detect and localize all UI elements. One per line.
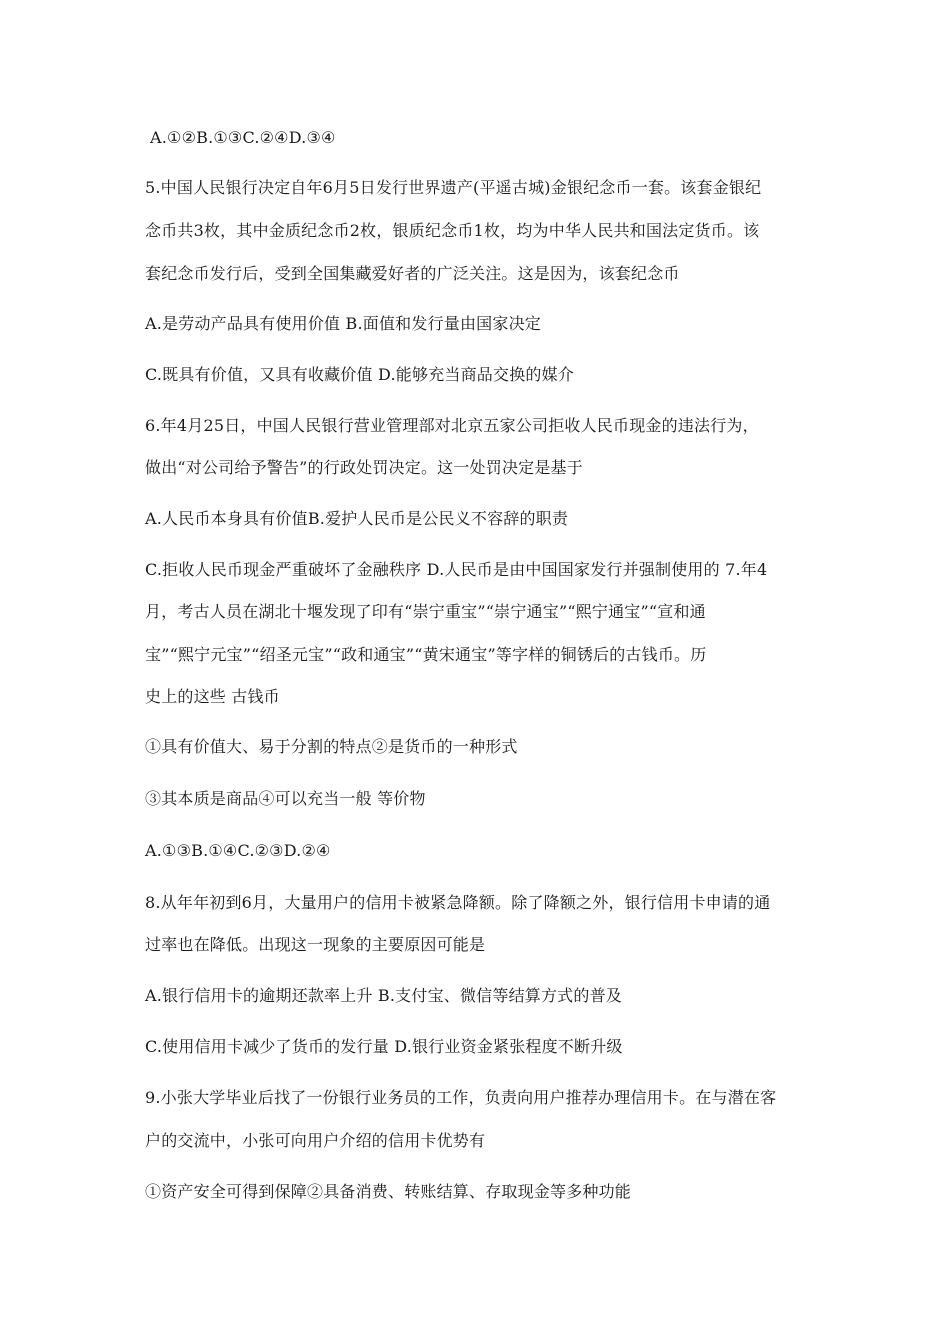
q5-stem-line-1: 5.中国人民银行决定自年6月5日发行世界遗产(平遥古城)金银纪念币一套。该套金银纪 xyxy=(145,178,762,197)
q7-statements-34: ③其本质是商品④可以充当一般 等价物 xyxy=(145,789,426,808)
q4-answer-options: A.①②B.①③C.②④D.③④ xyxy=(150,128,336,147)
q6-stem-line-2: 做出“对公司给予警告”的行政处罚决定。这一处罚决定是基于 xyxy=(145,458,583,477)
q5-stem-line-2: 念币共3枚，其中金质纪念币2枚，银质纪念币1枚，均为中华人民共和国法定货币。该 xyxy=(145,221,760,240)
q9-statements-12: ①资产安全可得到保障②具备消费、转账结算、存取现金等多种功能 xyxy=(145,1182,632,1201)
q8-stem-line-2: 过率也在降低。出现这一现象的主要原因可能是 xyxy=(145,935,486,954)
q5-options-ab: A.是劳动产品具有使用价值 B.面值和发行量由国家决定 xyxy=(145,314,541,333)
q7-stem-line-3: 宝”“熙宁元宝”“绍圣元宝”“政和通宝”“黄宋通宝”等字样的铜锈后的古钱币。历 xyxy=(145,645,707,664)
q6-stem-line-1: 6.年4月25日，中国人民银行营业管理部对北京五家公司拒收人民币现金的违法行为， xyxy=(145,416,759,435)
q8-stem-line-1: 8.从年年初到6月，大量用户的信用卡被紧急降额。除了降额之外，银行信用卡申请的通 xyxy=(145,893,771,912)
q7-answer-options: A.①③B.①④C.②③D.②④ xyxy=(145,841,331,860)
q7-statements-12: ①具有价值大、易于分割的特点②是货币的一种形式 xyxy=(145,737,518,756)
q8-options-ab: A.银行信用卡的逾期还款率上升 B.支付宝、微信等结算方式的普及 xyxy=(145,986,622,1005)
q5-stem-line-3: 套纪念币发行后，受到全国集藏爱好者的广泛关注。这是因为，该套纪念币 xyxy=(145,264,680,283)
q8-options-cd: C.使用信用卡减少了货币的发行量 D.银行业资金紧张程度不断升级 xyxy=(145,1037,623,1056)
q5-options-cd: C.既具有价值，又具有收藏价值 D.能够充当商品交换的媒介 xyxy=(145,365,574,384)
q7-stem-line-2: 月，考古人员在湖北十堰发现了印有“崇宁重宝”“崇宁通宝”“熙宁通宝”“宣和通 xyxy=(145,602,706,621)
q7-stem-line-4: 史上的这些 古钱币 xyxy=(145,687,280,706)
q9-stem-line-1: 9.小张大学毕业后找了一份银行业务员的工作，负责向用户推荐办理信用卡。在与潜在客 xyxy=(145,1088,777,1107)
q6-options-ab: A.人民币本身具有价值B.爱护人民币是公民义不容辞的职责 xyxy=(145,509,569,528)
q6-options-cd-q7-start: C.拒收人民币现金严重破坏了金融秩序 D.人民币是由中国国家发行并强制使用的 7.年4 xyxy=(145,560,768,579)
q9-stem-line-2: 户的交流中，小张可向用户介绍的信用卡优势有 xyxy=(145,1131,486,1150)
